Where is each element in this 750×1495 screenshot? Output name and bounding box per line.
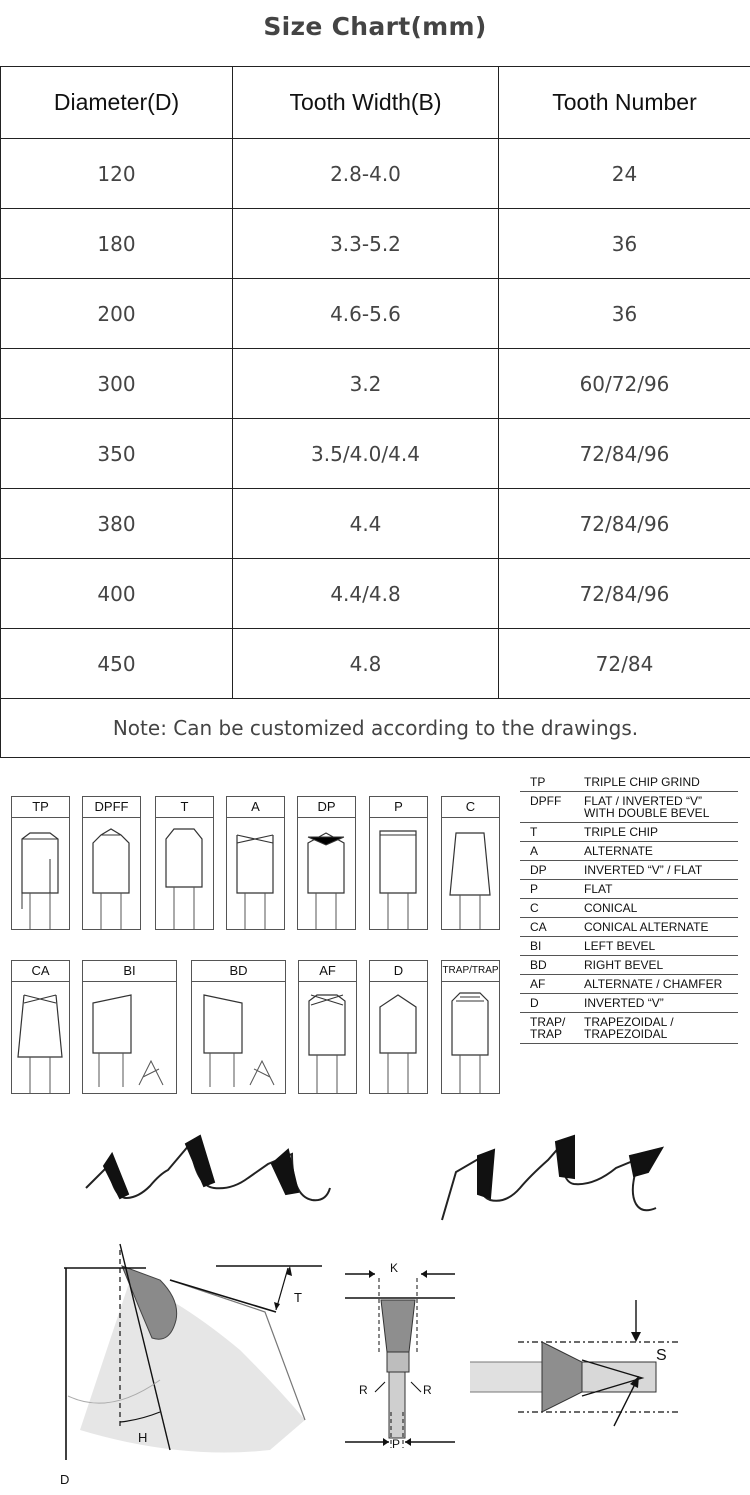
cell-diameter: 120	[1, 139, 233, 209]
cell-diameter: 300	[1, 349, 233, 419]
legend-meaning: TRAPEZOIDAL / TRAPEZOIDAL	[578, 1013, 738, 1044]
header-diameter: Diameter(D)	[1, 67, 233, 139]
legend-row	[520, 956, 738, 975]
legend-row	[520, 975, 738, 994]
saw-profile-left	[86, 1136, 330, 1200]
tooth-trap-icon	[442, 961, 499, 1093]
tooth-box-dpff	[82, 796, 141, 930]
cell-diameter: 380	[1, 489, 233, 559]
tooth-box-d	[369, 960, 428, 1094]
table-row	[1, 489, 750, 559]
tooth-dp-icon	[298, 797, 355, 929]
tooth-label: AF	[299, 961, 356, 982]
tooth-bi-icon	[83, 961, 176, 1093]
cell-tooth-number: 72/84/96	[499, 489, 750, 559]
label-p: P	[392, 1437, 401, 1451]
tooth-label: BD	[192, 961, 285, 982]
tooth-label: T	[156, 797, 213, 818]
cell-tooth-width: 3.3-5.2	[233, 209, 499, 279]
table-row	[1, 209, 750, 279]
label-d: D	[60, 1472, 70, 1487]
legend-code: D	[520, 994, 578, 1013]
tooth-box-a	[226, 796, 285, 930]
tooth-label: DPFF	[83, 797, 140, 818]
legend-row	[520, 899, 738, 918]
legend-row	[520, 994, 738, 1013]
tooth-box-af	[298, 960, 357, 1094]
cell-diameter: 400	[1, 559, 233, 629]
tooth-code-legend	[520, 773, 738, 1044]
cell-diameter: 180	[1, 209, 233, 279]
tooth-t-icon	[156, 797, 213, 929]
cell-diameter: 350	[1, 419, 233, 489]
table-row	[1, 279, 750, 349]
legend-meaning: LEFT BEVEL	[578, 937, 738, 956]
legend-row	[520, 842, 738, 861]
legend-code: AF	[520, 975, 578, 994]
legend-row	[520, 1013, 738, 1044]
legend-row	[520, 773, 738, 792]
tooth-profile-grid	[0, 780, 510, 1110]
table-row	[1, 349, 750, 419]
legend-row	[520, 823, 738, 842]
label-r-right: R	[423, 1383, 432, 1397]
tooth-box-t	[155, 796, 214, 930]
cell-tooth-number: 72/84	[499, 629, 750, 699]
tooth-label: D	[370, 961, 427, 982]
table-row	[1, 139, 750, 209]
cell-tooth-width: 4.6-5.6	[233, 279, 499, 349]
tooth-label: BI	[83, 961, 176, 982]
legend-meaning: FLAT / INVERTED “V” WITH DOUBLE BEVEL	[578, 792, 738, 823]
cell-diameter: 200	[1, 279, 233, 349]
tooth-d-icon	[370, 961, 427, 1093]
label-h: H	[138, 1430, 148, 1445]
tooth-a-icon	[227, 797, 284, 929]
size-chart-table	[0, 66, 750, 758]
label-t: T	[294, 1290, 302, 1305]
tooth-label: CA	[12, 961, 69, 982]
legend-code: BI	[520, 937, 578, 956]
legend-meaning: ALTERNATE	[578, 842, 738, 861]
tooth-p-icon	[370, 797, 427, 929]
saw-profile-right	[442, 1136, 662, 1220]
tooth-angle-diagram	[40, 1240, 360, 1490]
legend-code: T	[520, 823, 578, 842]
legend-row	[520, 861, 738, 880]
cell-tooth-number: 36	[499, 279, 750, 349]
tooth-bd-icon	[192, 961, 285, 1093]
legend-code: A	[520, 842, 578, 861]
legend-row	[520, 937, 738, 956]
legend-meaning: CONICAL ALTERNATE	[578, 918, 738, 937]
legend-row	[520, 880, 738, 899]
tooth-label: TP	[12, 797, 69, 818]
tooth-label: A	[227, 797, 284, 818]
legend-code: TP	[520, 773, 578, 792]
tooth-label: C	[442, 797, 499, 818]
cell-tooth-width: 3.2	[233, 349, 499, 419]
tooth-side-view-diagram	[335, 1262, 465, 1462]
tooth-box-c	[441, 796, 500, 930]
table-note-row	[1, 699, 750, 758]
legend-meaning: ALTERNATE / CHAMFER	[578, 975, 738, 994]
legend-code: DP	[520, 861, 578, 880]
label-k: K	[390, 1262, 399, 1275]
tooth-label: DP	[298, 797, 355, 818]
table-row	[1, 629, 750, 699]
legend-code: C	[520, 899, 578, 918]
legend-meaning: FLAT	[578, 880, 738, 899]
cell-tooth-number: 72/84/96	[499, 559, 750, 629]
legend-code: CA	[520, 918, 578, 937]
cell-tooth-width: 4.8	[233, 629, 499, 699]
legend-meaning: TRIPLE CHIP	[578, 823, 738, 842]
tooth-box-p	[369, 796, 428, 930]
legend-row	[520, 792, 738, 823]
cell-tooth-number: 72/84/96	[499, 419, 750, 489]
legend-meaning: INVERTED “V” / FLAT	[578, 861, 738, 880]
label-r-left: R	[359, 1383, 368, 1397]
table-header-row	[1, 67, 750, 139]
tooth-clearance-diagram	[470, 1300, 710, 1450]
cell-tooth-width: 2.8-4.0	[233, 139, 499, 209]
page-title: Size Chart(mm)	[263, 12, 487, 41]
tooth-af-icon	[299, 961, 356, 1093]
tooth-c-icon	[442, 797, 499, 929]
legend-code: TRAP/ TRAP	[520, 1013, 578, 1044]
cell-tooth-width: 4.4	[233, 489, 499, 559]
legend-meaning: CONICAL	[578, 899, 738, 918]
table-row	[1, 559, 750, 629]
tooth-tp-icon	[12, 797, 69, 929]
tooth-ca-icon	[12, 961, 69, 1093]
saw-blade-tooth-profiles	[0, 1128, 750, 1238]
tooth-box-ca	[11, 960, 70, 1094]
cell-tooth-number: 24	[499, 139, 750, 209]
tooth-box-bi	[82, 960, 177, 1094]
cell-tooth-number: 36	[499, 209, 750, 279]
legend-code: BD	[520, 956, 578, 975]
tooth-box-bd	[191, 960, 286, 1094]
cell-tooth-width: 4.4/4.8	[233, 559, 499, 629]
tooth-box-trap	[441, 960, 500, 1094]
tooth-dpff-icon	[83, 797, 140, 929]
tooth-box-tp	[11, 796, 70, 930]
table-note: Note: Can be customized according to the drawings.	[1, 699, 750, 758]
tooth-label: P	[370, 797, 427, 818]
cell-tooth-number: 60/72/96	[499, 349, 750, 419]
legend-code: P	[520, 880, 578, 899]
cell-diameter: 450	[1, 629, 233, 699]
legend-meaning: TRIPLE CHIP GRIND	[578, 773, 738, 792]
label-s: S	[656, 1347, 667, 1364]
tooth-box-dp	[297, 796, 356, 930]
legend-code: DPFF	[520, 792, 578, 823]
table-row	[1, 419, 750, 489]
header-tooth-width: Tooth Width(B)	[233, 67, 499, 139]
legend-meaning: INVERTED “V”	[578, 994, 738, 1013]
legend-row	[520, 918, 738, 937]
tooth-label: TRAP/TRAP	[442, 961, 499, 982]
cell-tooth-width: 3.5/4.0/4.4	[233, 419, 499, 489]
header-tooth-number: Tooth Number	[499, 67, 750, 139]
legend-meaning: RIGHT BEVEL	[578, 956, 738, 975]
